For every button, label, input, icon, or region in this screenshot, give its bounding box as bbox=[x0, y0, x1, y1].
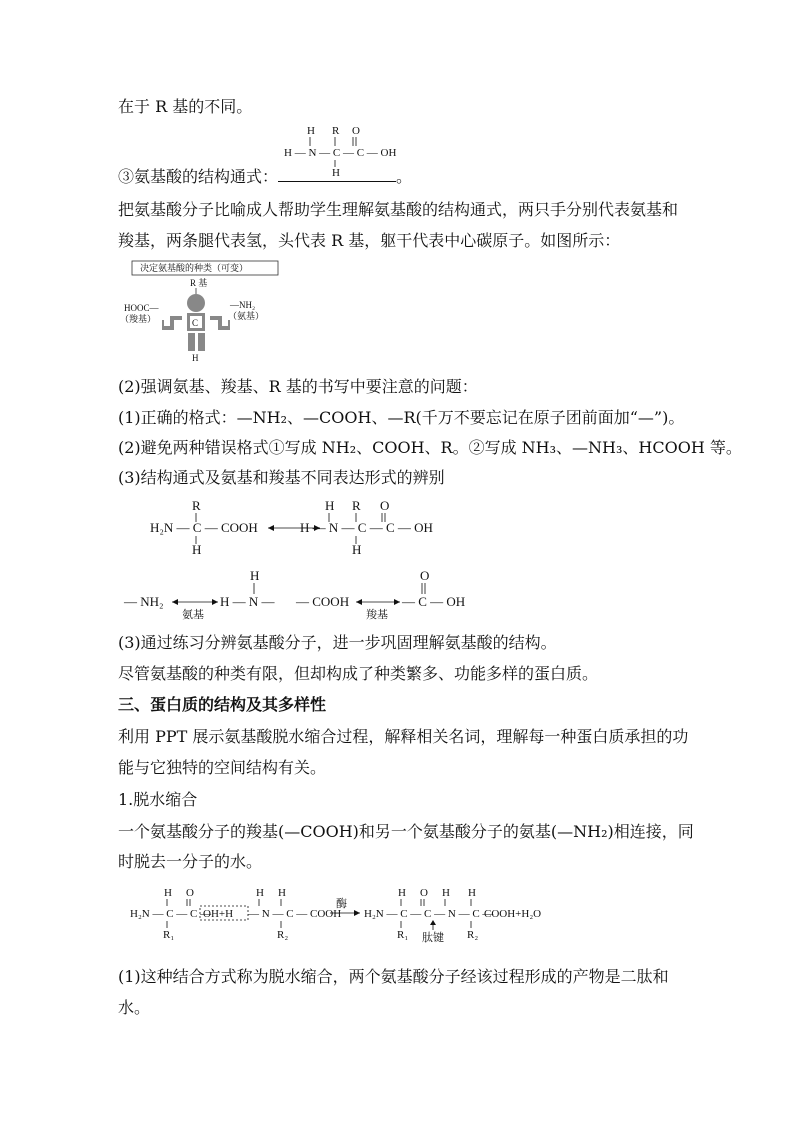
carboxyl-label: 羧基 bbox=[366, 609, 388, 621]
section-heading: 三、蛋白质的结构及其多样性 bbox=[118, 695, 327, 714]
svg-text:H: H bbox=[398, 887, 406, 899]
svg-text:H: H bbox=[250, 568, 260, 583]
svg-text:H: H bbox=[352, 542, 362, 557]
product-tail: COOH+H₂O bbox=[484, 908, 542, 920]
svg-text:— COOH: — COOH bbox=[296, 594, 350, 609]
text-line-7: (2)避免两种错误格式①写成 NH₂、COOH、R。②写成 NH₃、—NH₃、HCOOH 等。 bbox=[118, 438, 742, 457]
svg-text:R: R bbox=[352, 498, 361, 513]
svg-text:H₂N — C — COOH: H₂N — C — COOH bbox=[150, 520, 258, 535]
r-label: R 基 bbox=[190, 278, 208, 288]
svg-text:H: H bbox=[192, 542, 202, 557]
svg-text:R: R bbox=[192, 498, 201, 513]
bottom-h: H bbox=[192, 353, 199, 363]
enzyme-label: 酶 bbox=[336, 898, 347, 910]
peptide-bond-label: 肽键 bbox=[422, 932, 444, 944]
period: 。 bbox=[396, 167, 413, 186]
svg-text:H — N — C — C — OH: H — N — C — C — OH bbox=[300, 520, 433, 535]
svg-text:H: H bbox=[256, 887, 264, 899]
text-line-18: 水。 bbox=[118, 998, 151, 1017]
svg-text:H — N — C — C — OH: H — N — C — C — OH bbox=[284, 147, 397, 159]
svg-text:H — N —: H — N — bbox=[220, 594, 275, 609]
svg-text:O: O bbox=[186, 887, 194, 899]
svg-text:H: H bbox=[307, 125, 315, 137]
svg-text:H₂N — C — C —: H₂N — C — C — bbox=[130, 908, 212, 920]
text-line-9: (3)通过练习分辨氨基酸分子，进一步巩固理解氨基酸的结构。 bbox=[118, 633, 557, 652]
text-line-12: 利用 PPT 展示氨基酸脱水缩合过程，解释相关名词，理解每一种蛋白质承担的功 bbox=[118, 727, 689, 746]
text-line-2 bbox=[118, 167, 412, 187]
svg-text:— C — OH: — C — OH bbox=[402, 594, 466, 609]
svg-text:H₂N — C — C — N — C —: H₂N — C — C — N — C — bbox=[364, 908, 494, 920]
amino-label: 氨基 bbox=[182, 609, 204, 621]
svg-text:— N — C — COOH: — N — C — COOH bbox=[248, 908, 342, 920]
group-forms-figure bbox=[124, 568, 484, 620]
svg-text:O: O bbox=[352, 125, 360, 137]
text-line-5: (2)强调氨基、羧基、R 基的书写中要注意的问题： bbox=[118, 377, 478, 396]
svg-text:H: H bbox=[468, 887, 476, 899]
box-label: 决定氨基酸的种类（可变） bbox=[140, 263, 249, 273]
svg-text:O: O bbox=[420, 568, 430, 583]
text-line-8: (3)结构通式及氨基和羧基不同表达形式的辨别 bbox=[118, 468, 445, 487]
svg-text:R: R bbox=[332, 125, 340, 137]
svg-text:H: H bbox=[164, 887, 172, 899]
text-line-10: 尽管氨基酸的种类有限，但却构成了种类繁多、功能多样的蛋白质。 bbox=[118, 664, 599, 683]
text-line-15: 一个氨基酸分子的羧基(—COOH)和另一个氨基酸分子的氨基(—NH₂)相连接，同 bbox=[118, 822, 694, 841]
dehydration-reaction-figure bbox=[128, 884, 548, 946]
text-line-17: (1)这种结合方式称为脱水缩合，两个氨基酸分子经该过程形成的产物是二肽和 bbox=[118, 967, 669, 986]
text-line-4: 羧基，两条腿代表氢，头代表 R 基，躯干代表中心碳原子。如图所示： bbox=[118, 231, 621, 250]
svg-text:R₁: R₁ bbox=[397, 929, 409, 941]
svg-text:H: H bbox=[325, 498, 335, 513]
svg-text:— NH₂: — NH₂ bbox=[124, 594, 164, 609]
amino-acid-person-figure bbox=[118, 258, 288, 366]
svg-text:H: H bbox=[278, 887, 286, 899]
center-c: C bbox=[192, 318, 199, 328]
left-label: HOOC— bbox=[124, 303, 159, 313]
formula-label: ③氨基酸的结构通式： bbox=[118, 167, 279, 186]
text-line-1: 在于 R 基的不同。 bbox=[118, 97, 253, 116]
right-label: —NH₂ bbox=[230, 300, 256, 310]
svg-text:R₂: R₂ bbox=[277, 929, 289, 941]
left-sub: （羧基） bbox=[120, 314, 157, 324]
svg-text:O: O bbox=[380, 498, 390, 513]
svg-text:H: H bbox=[332, 167, 340, 179]
svg-text:R₂: R₂ bbox=[467, 929, 479, 941]
svg-text:OH+H: OH+H bbox=[203, 908, 234, 920]
text-line-6: (1)正确的格式：—NH₂、—COOH、—R(千万不要忘记在原子团前面加“—”)。 bbox=[118, 408, 685, 427]
svg-text:O: O bbox=[420, 887, 428, 899]
right-sub: （氨基） bbox=[228, 311, 265, 321]
text-line-16: 时脱去一分子的水。 bbox=[118, 852, 263, 871]
svg-text:H: H bbox=[442, 887, 450, 899]
formula-comparison-figure bbox=[148, 498, 438, 560]
svg-text:R₁: R₁ bbox=[163, 929, 175, 941]
subheading-dehydration: 1.脱水缩合 bbox=[118, 790, 198, 809]
text-line-13: 能与它独特的空间结构有关。 bbox=[118, 758, 327, 777]
text-line-3: 把氨基酸分子比喻成人帮助学生理解氨基酸的结构通式，两只手分别代表氨基和 bbox=[118, 200, 679, 219]
